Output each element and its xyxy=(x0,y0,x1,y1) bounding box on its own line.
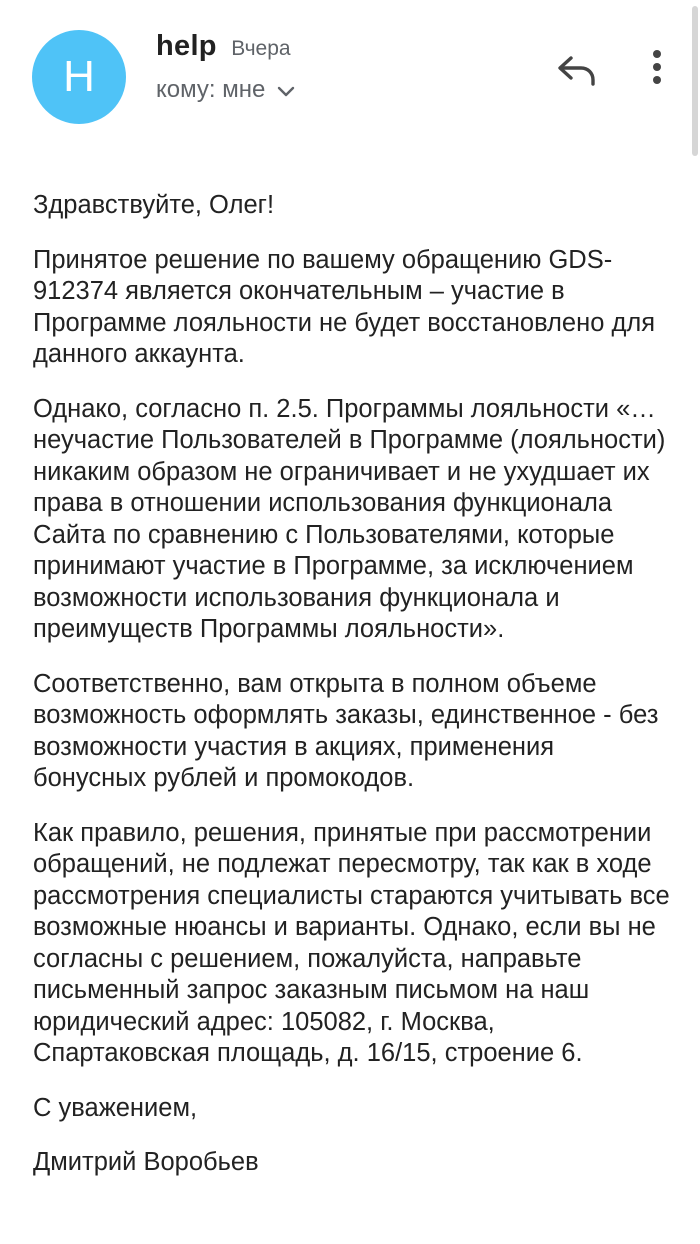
paragraph-loyalty-rules: Однако, согласно п. 2.5. Программы лояльности «…неучастие Пользователей в Программе (лояльности) никаким образом не ограничивает и не ухудшает их права в отношении использования функционала Сайта по сравнению с Пользователями, которые принимают участие в Программе, за исключением возможности использования функционала и преимуществ Программы лояльности». xyxy=(33,394,666,643)
more-options-button[interactable] xyxy=(642,46,672,90)
paragraph-ordering: Соответственно, вам открыта в полном объеме возможность оформлять заказы, единственное - без возможности участия в акциях, применения бонусных рублей и промокодов. xyxy=(33,669,659,792)
signature: Дмитрий Воробьев xyxy=(33,1148,259,1176)
paragraph-appeal: Как правило, решения, принятые при рассмотрении обращений, не подлежат пересмотру, так как в ходе рассмотрения специалисты стараются учитывать все возможные нюансы и варианты. Однако, если вы не согласны с решением, пожалуйста, направьте письменный запрос заказным письмом на наш юридический адрес: 105082, г. Москва, Спартаковская площадь, д. 16/15, строение 6. xyxy=(33,818,670,1067)
closing: С уважением, xyxy=(33,1093,198,1122)
email-body xyxy=(33,190,673,1202)
more-vert-icon xyxy=(642,46,672,90)
reply-icon xyxy=(555,48,599,92)
avatar-letter: H xyxy=(63,52,95,101)
recipient-details-toggle[interactable] xyxy=(156,76,295,104)
scrollbar[interactable] xyxy=(692,6,698,156)
email-header xyxy=(0,0,700,150)
paragraph-decision: Принятое решение по вашему обращению GDS-912374 является окончательным – участие в Программе лояльности не будет восстановлено для данного аккаунта. xyxy=(33,245,656,368)
email-date: Вчера xyxy=(231,37,291,60)
recipient-label: кому: мне xyxy=(156,76,266,103)
greeting: Здравствуйте, Олег! xyxy=(33,191,275,219)
sender-name[interactable]: help xyxy=(156,30,217,62)
sender-line xyxy=(156,30,291,63)
reply-button[interactable] xyxy=(555,48,599,92)
sender-avatar[interactable] xyxy=(32,30,126,124)
chevron-down-icon xyxy=(277,86,295,98)
